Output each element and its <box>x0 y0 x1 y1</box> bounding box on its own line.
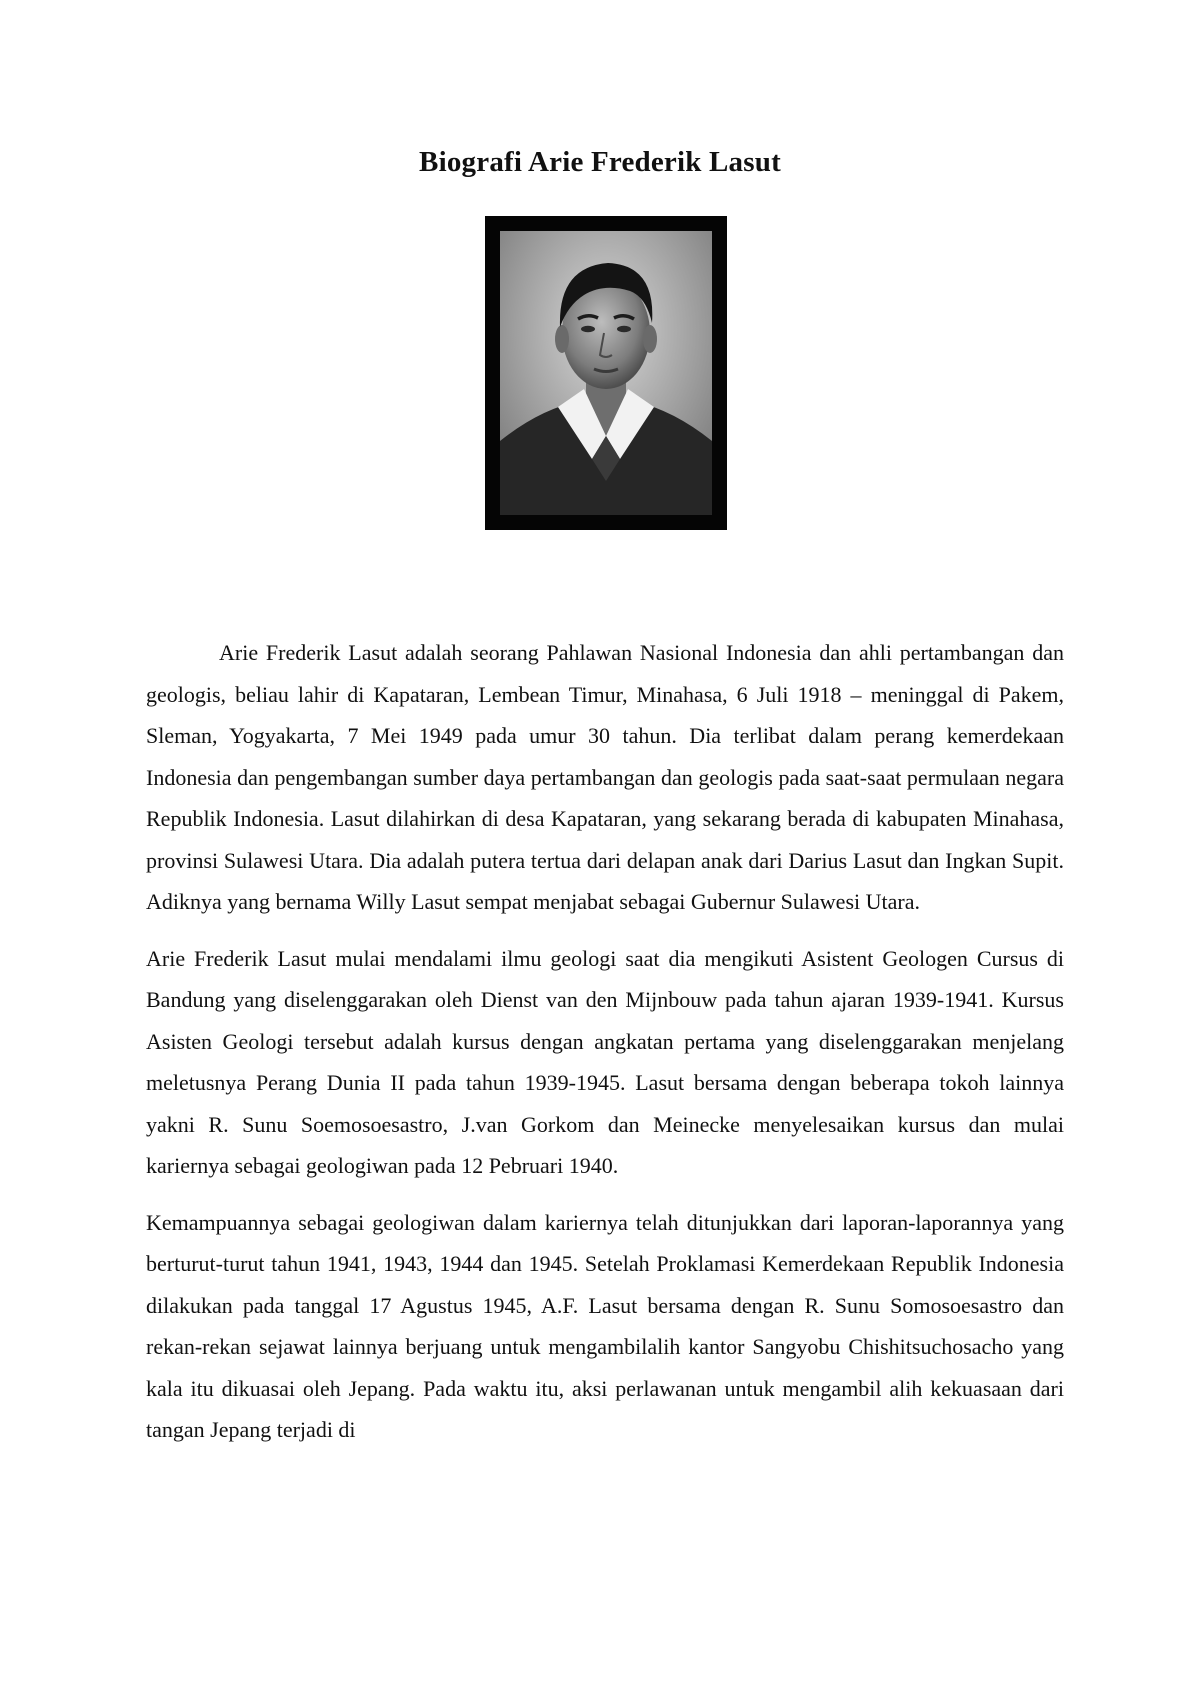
portrait-image <box>500 231 712 515</box>
body-text <box>146 632 1064 1466</box>
paragraph-1: Arie Frederik Lasut adalah seorang Pahlawan Nasional Indonesia dan ahli pertambangan dan geologis, beliau lahir di Kapataran, Lembean Timur, Minahasa, 6 Juli 1918 – meninggal di Pakem, Sleman, Yogyakarta, 7 Mei 1949 pada umur 30 tahun. Dia terlibat dalam perang kemerdekaan Indonesia dan pengembangan sumber daya pertambangan dan geologis pada saat-saat permulaan negara Republik Indonesia. Lasut dilahirkan di desa Kapataran, yang sekarang berada di kabupaten Minahasa, provinsi Sulawesi Utara. Dia adalah putera tertua dari delapan anak dari Darius Lasut dan Ingkan Supit. Adiknya yang bernama Willy Lasut sempat menjabat sebagai Gubernur Sulawesi Utara. <box>146 640 1064 914</box>
paragraph-2: Arie Frederik Lasut mulai mendalami ilmu geologi saat dia mengikuti Asistent Geologen Cursus di Bandung yang diselenggarakan oleh Dienst van den Mijnbouw pada tahun ajaran 1939-1941. Kursus Asisten Geologi tersebut adalah kursus dengan angkatan pertama yang diselenggarakan menjelang meletusnya Perang Dunia II pada tahun 1939-1945. Lasut bersama dengan beberapa tokoh lainnya yakni R. Sunu Soemosoesastro, J.van Gorkom dan Meinecke menyelesaikan kursus dan mulai kariernya sebagai geologiwan pada 12 Pebruari 1940. <box>146 945 1064 1178</box>
document-title: Biografi Arie Frederik Lasut <box>419 146 781 178</box>
portrait-illustration <box>500 231 712 515</box>
paragraph-3: Kemampuannya sebagai geologiwan dalam kariernya telah ditunjukkan dari laporan-laporannya yang berturut-turut tahun 1941, 1943, 1944 dan 1945. Setelah Proklamasi Kemerdekaan Republik Indonesia dilakukan pada tanggal 17 Agustus 1945, A.F. Lasut bersama dengan R. Sunu Somosoesastro dan rekan-rekan sejawat lainnya berjuang untuk mengambilalih kantor Sangyobu Chishitsuchosacho yang kala itu dikuasai oleh Jepang. Pada waktu itu, aksi perlawanan untuk mengambil alih kekuasaan dari tangan Jepang terjadi di <box>146 1209 1064 1442</box>
portrait-photo <box>485 216 727 530</box>
